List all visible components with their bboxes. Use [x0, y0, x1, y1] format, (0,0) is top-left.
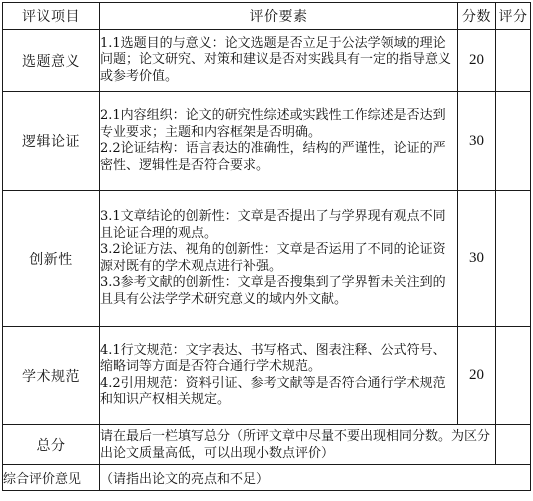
header-row	[3, 3, 531, 30]
requirement-text: 4.2引用规范：资料引证、参考文献等是否符合通行学术规范和知识产权相关规定。	[100, 375, 446, 407]
row-requirements	[100, 327, 458, 425]
total-instruction: 请在最后一栏填写总分（所评文章中尽量不要出现相同分数。为区分出论文质量高低，可以出现小数点评价）	[100, 425, 496, 465]
header-grade: 评分	[496, 3, 531, 30]
row-points: 30	[458, 92, 496, 191]
requirement-text: 2.2论证结构：语言表达的准确性，结构的严谨性，论证的严密性、逻辑性是否符合要求。	[100, 141, 446, 173]
table-row	[3, 92, 531, 191]
header-points: 分数	[458, 3, 496, 30]
comment-row	[3, 465, 531, 491]
evaluation-table	[2, 2, 531, 491]
comment-label: 综合评价意见	[3, 465, 100, 491]
row-points: 20	[458, 327, 496, 425]
requirement-text: 3.3参考文献的创新性：文章是否搜集到了学界暂未关注到的且具有公法学学术研究意义的域内外文献。	[100, 275, 446, 307]
row-points: 20	[458, 30, 496, 92]
header-item: 评议项目	[3, 3, 100, 30]
header-requirements: 评价要素	[100, 3, 458, 30]
total-row	[3, 425, 531, 465]
grade-cell[interactable]	[496, 30, 531, 92]
grade-cell[interactable]	[496, 191, 531, 327]
requirement-text: 2.1内容组织：论文的研究性综述或实践性工作综述是否达到专业要求；主题和内容框架是否明确。	[100, 108, 446, 140]
row-requirements	[100, 30, 458, 92]
total-label: 总分	[3, 425, 100, 465]
grade-cell[interactable]	[496, 92, 531, 191]
row-item-label: 创新性	[3, 191, 100, 327]
grade-cell[interactable]	[496, 327, 531, 425]
table-row	[3, 30, 531, 92]
comment-field[interactable]: （请指出论文的亮点和不足）	[100, 465, 531, 491]
row-item-label: 逻辑论证	[3, 92, 100, 191]
row-requirements	[100, 92, 458, 191]
requirement-text: 4.1行文规范：文字表达、书写格式、图表注释、公式符号、缩略词等方面是否符合通行学术规范。	[100, 342, 446, 374]
row-item-label: 学术规范	[3, 327, 100, 425]
table-row	[3, 191, 531, 327]
row-item-label: 选题意义	[3, 30, 100, 92]
total-grade-cell[interactable]	[496, 425, 531, 465]
row-points: 30	[458, 191, 496, 327]
requirement-text: 1.1选题目的与意义：论文选题是否立足于公法学领域的理论问题；论文研究、对策和建议是否对实践具有一定的指导意义或参考价值。	[100, 35, 452, 84]
requirement-text: 3.2论证方法、视角的创新性：文章是否运用了不同的论证资源对既有的学术观点进行补强。	[100, 242, 446, 274]
requirement-text: 3.1文章结论的创新性：文章是否提出了与学界现有观点不同且论证合理的观点。	[100, 209, 446, 241]
row-requirements	[100, 191, 458, 327]
table-row	[3, 327, 531, 425]
